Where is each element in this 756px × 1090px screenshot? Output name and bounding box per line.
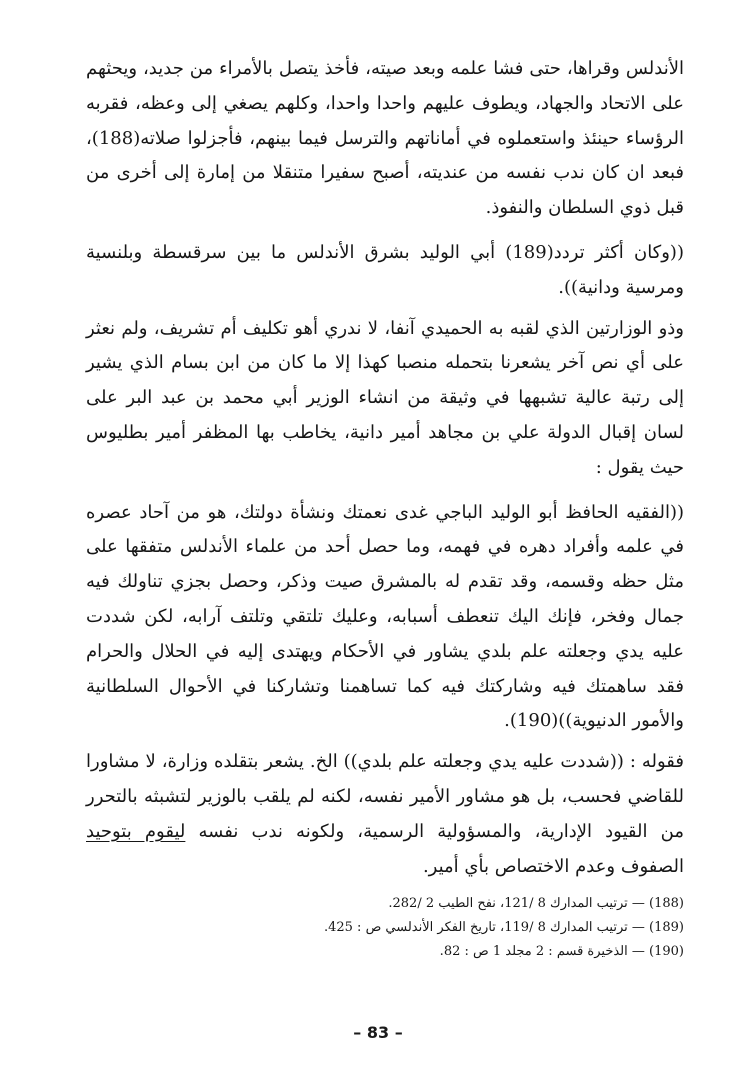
paragraph-5-text: فقوله : ((شددت عليه يدي وجعلته علم بلدي)) الخ. يشعر بتقلده وزارة، لا مشاورا للقاضي فحسب، بل هو مشاور الأمير نفسه، لكنه لم يلقب بالوزير لتشبثه بالتحرر من القيود الإدارية، والمسؤولية الرسمية، ولكونه ندب نفسه: [86, 751, 684, 842]
page-body: [86, 52, 684, 964]
footnote-188: (188) — ترتيب المدارك 8 /121، نفح الطيب 2 /282.: [388, 896, 684, 912]
paragraph-3: وذو الوزارتين الذي لقبه به الحميدي آنفا، لا ندري أهو تكليف أم تشريف، ولم نعثر على أي نص آخر يشعرنا بتحمله منصبا كهذا إلا ما كان من ابن بسام الذي يشير إلى رتبة عالية تشبهها في وثيقة من انشاء الوزير أبي محمد بن عبد البر على لسان إقبال الدولة علي بن مجاهد أمير دانية، يخاطب بها المظفر أمير بطليوس حيث يقول :: [86, 317, 684, 478]
paragraph-5-ending: الصفوف وعدم الاختصاص بأي أمير.: [422, 855, 684, 877]
paragraph-5: [86, 745, 684, 884]
footnote-190: (190) — الذخيرة قسم : 2 مجلد 1 ص : 82.: [439, 944, 684, 960]
footnote-189: (189) — ترتيب المدارك 8 /119، تاريخ الفكر الأندلسي ص : 425.: [323, 920, 684, 936]
paragraph-1: الأندلس وقراها، حتى فشا علمه وبعد صيته، فأخذ يتصل بالأمراء من جديد، ويحثهم على الاتحاد والجهاد، ويطوف عليهم واحدا واحدا، وكلهم يصغي إلى وعظه، فقربه الرؤساء حينئذ واستعملوه في أماناتهم والترسل فيما بينهم، فأجزلوا صلاته(188)، فبعد ان كان ندب نفسه من عنديته، أصبح سفيرا متنقلا من إمارة إلى أخرى من قبل ذوي السلطان والنفوذ.: [86, 58, 684, 219]
paragraph-4-quote: ((الفقيه الحافظ أبو الوليد الباجي غدى نعمتك ونشأة دولتك، هو من آحاد عصره في علمه وأفراد دهره في فهمه، وما حصل أحد من علماء الأندلس متفقها على مثل حظه وقسمه، وقد تقدم له بالمشرق صيت وذكر، وحصل بجزي تناولك فيه جمال وفخر، فإنك اليك تنعطف أسبابه، وعليك تلتقي وتلتف آرابه، لكن شددت عليه يدي وجعلته علم بلدي يشاور في الأحكام ويهتدى إليه في الحلال والحرام فقد ساهمتك فيه وشاركتك فيه كما تساهمنا وتشاركنا في الأحوال السلطانية والأمور الدنيوية))(190).: [86, 501, 684, 732]
footnotes: [86, 892, 684, 964]
page-number: – 83 –: [353, 1023, 403, 1042]
paragraph-2-quote: ((وكان أكثر تردد(189) أبي الوليد بشرق الأندلس ما بين سرقسطة وبلنسية ومرسية ودانية)).: [86, 241, 684, 298]
underlined-phrase: ليقوم بتوحيد: [86, 820, 186, 842]
